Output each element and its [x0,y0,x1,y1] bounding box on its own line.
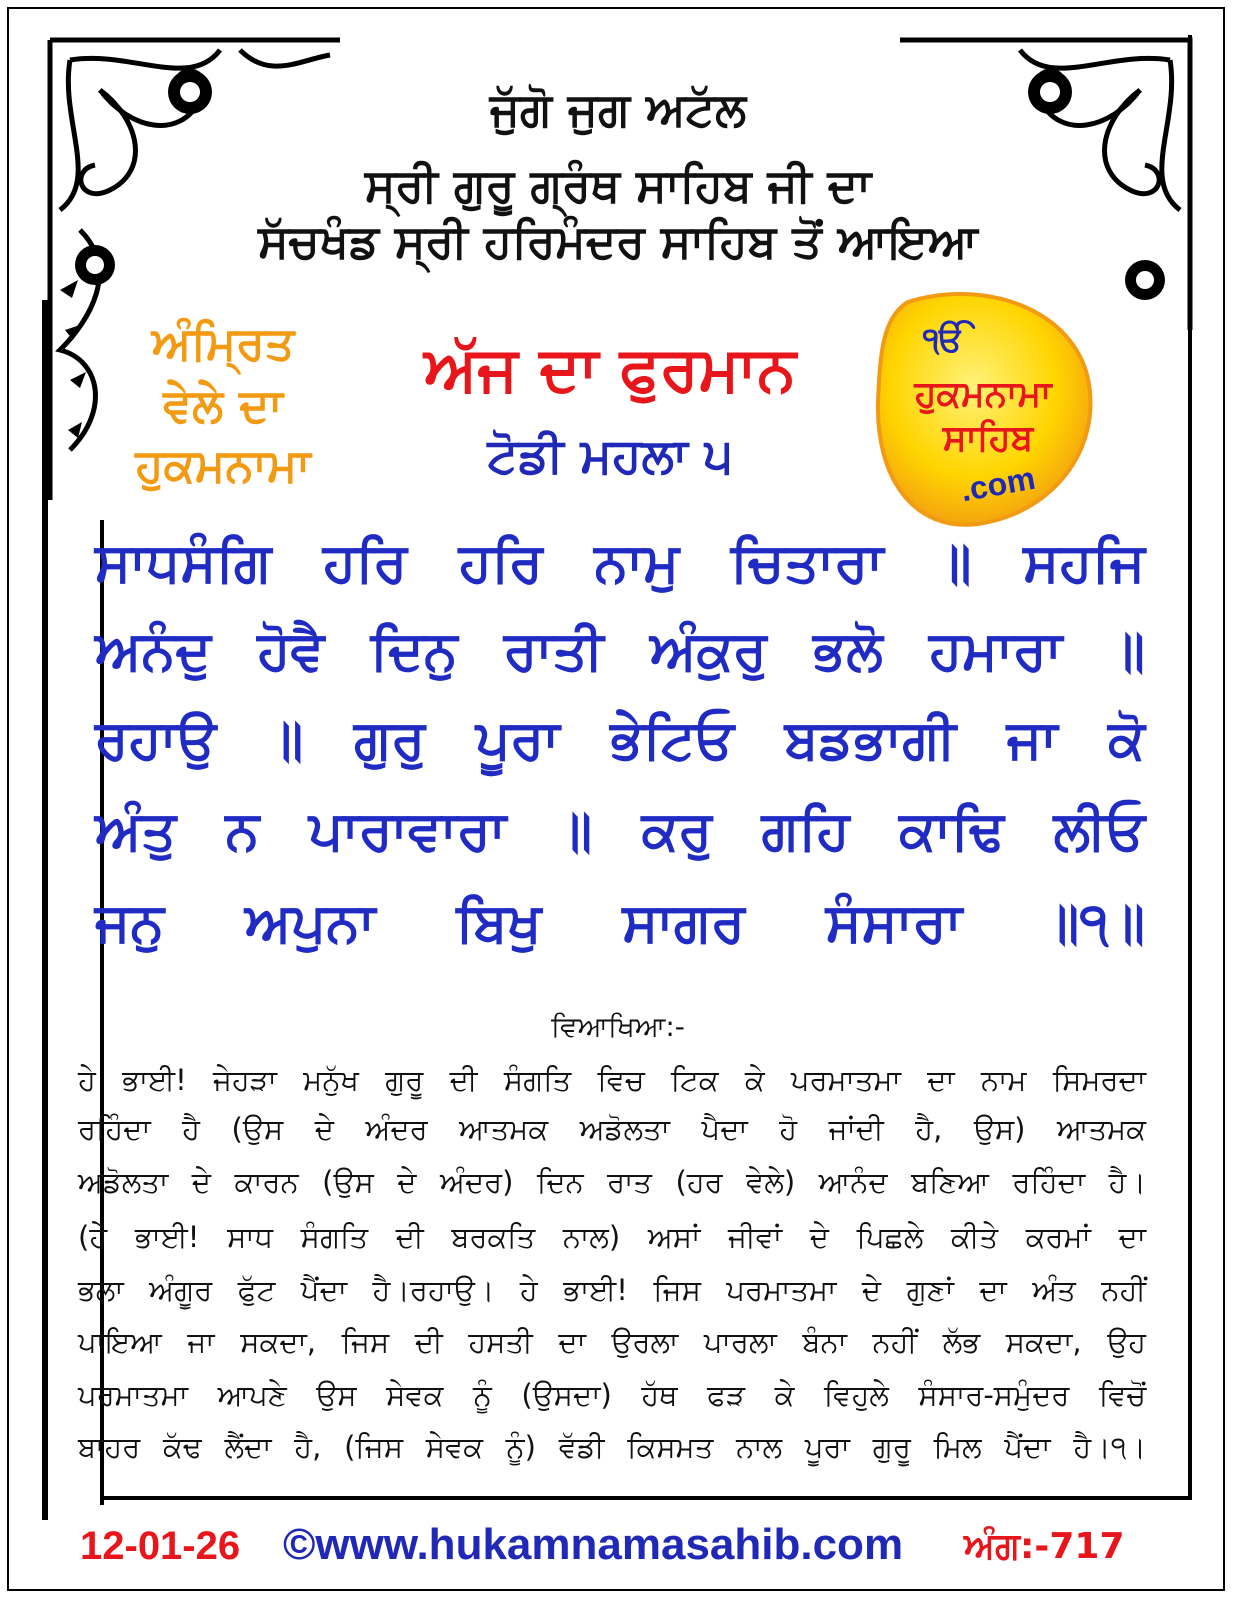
raag-heading: ਟੋਡੀ ਮਹਲਾ ੫ [487,428,733,484]
amrit-line-2: ਵੇਲੇ ਦਾ [163,378,283,432]
vyakhya-line: ਹੇ ਭਾਈ! ਜੇਹੜਾ ਮਨੁੱਖ ਗੁਰੂ ਦੀ ਸੰਗਤਿ ਵਿਚ ਟਿਕ ਕੇ ਪਰਮਾਤਮਾ ਦਾ ਨਾਮ ਸਿਮਰਦਾ [78,1063,1146,1097]
vyakhya-line: ਪਰਮਾਤਮਾ ਆਪਣੇ ਉਸ ਸੇਵਕ ਨੂੰ (ਉਸਦਾ) ਹੱਥ ਫੜ ਕੇ ਵਿਹੁਲੇ ਸੰਸਾਰ-ਸਮੁੰਦਰ ਵਿਚੋਂ [78,1378,1146,1412]
shabad-line: ਅੰਤੁ ਨ ਪਾਰਾਵਾਰਾ ॥ ਕਰੁ ਗਹਿ ਕਾਢਿ ਲੀਓ [95,799,1145,862]
shabad-line: ਸਾਧਸੰਗਿ ਹਰਿ ਹਰਿ ਨਾਮੁ ਚਿਤਾਰਾ ॥ ਸਹਜਿ [95,531,1145,594]
shabad-line: ਅਨੰਦੁ ਹੋਵੈ ਦਿਨੁ ਰਾਤੀ ਅੰਕੁਰੁ ਭਲੋ ਹਮਾਰਾ ॥ [95,619,1145,682]
amrit-line-1: ਅੰਮ੍ਰਿਤ [151,316,295,370]
header-line-2: ਸ੍ਰੀ ਗੁਰੂ ਗ੍ਰੰਥ ਸਾਹਿਬ ਜੀ ਦਾ [364,158,872,212]
vyakhya-line: ਅਡੋਲਤਾ ਦੇ ਕਾਰਨ (ਉਸ ਦੇ ਅੰਦਰ) ਦਿਨ ਰਾਤ (ਹਰ ਵੇਲੇ) ਆਨੰਦ ਬਣਿਆ ਰਹਿੰਦਾ ਹੈ। [78,1165,1146,1199]
logo-text-3: .com [958,459,1038,509]
logo-text-2: ਸਾਹਿਬ [942,418,1034,459]
footer-ang: ਅੰਗ:-717 [964,1526,1125,1567]
page-title: ਅੱਜ ਦਾ ਫੁਰਮਾਨ [424,332,796,405]
logo-text-1: ਹੁਕਮਨਾਮਾ [914,374,1052,415]
vyakhya-line: ਰਹਿੰਦਾ ਹੈ (ਉਸ ਦੇ ਅੰਦਰ ਆਤਮਕ ਅਡੋਲਤਾ ਪੈਦਾ ਹੋ ਜਾਂਦੀ ਹੈ, ਉਸ) ਆਤਮਕ [78,1112,1146,1146]
vyakhya-line: (ਹੇ ਭਾਈ! ਸਾਧ ਸੰਗਤਿ ਦੀ ਬਰਕਤਿ ਨਾਲ) ਅਸਾਂ ਜੀਵਾਂ ਦੇ ਪਿਛਲੇ ਕੀਤੇ ਕਰਮਾਂ ਦਾ [78,1220,1146,1254]
hukamnama-sahib-logo [868,282,1098,532]
vyakhya-line: ਬਾਹਰ ਕੱਢ ਲੈਂਦਾ ਹੈ, (ਜਿਸ ਸੇਵਕ ਨੂੰ) ਵੱਡੀ ਕਿਸਮਤ ਨਾਲ ਪੂਰਾ ਗੁਰੂ ਮਿਲ ਪੈਂਦਾ ਹੈ।੧। [78,1430,1146,1464]
footer-date: 12-01-26 [80,1524,241,1568]
vyakhya-line: ਪਾਇਆ ਜਾ ਸਕਦਾ, ਜਿਸ ਦੀ ਹਸਤੀ ਦਾ ਉਰਲਾ ਪਾਰਲਾ ਬੰਨਾ ਨਹੀਂ ਲੱਭ ਸਕਦਾ, ਉਹ [78,1325,1146,1359]
header-line-3: ਸੱਚਖੰਡ ਸ੍ਰੀ ਹਰਿਮੰਦਰ ਸਾਹਿਬ ਤੋਂ ਆਇਆ [258,214,978,268]
header-line-1: ਜੁੱਗੋ ਜੁਗ ਅਟੱਲ [489,82,747,136]
amrit-line-3: ਹੁਕਮਨਾਮਾ [135,438,311,492]
shabad-line: ਜਨੁ ਅਪੁਨਾ ਬਿਖੁ ਸਾਗਰ ਸੰਸਾਰਾ ॥੧॥ [95,891,1145,954]
vyakhya-line: ਭਲਾ ਅੰਗੂਰ ਫੁੱਟ ਪੈਂਦਾ ਹੈ।ਰਹਾਉ। ਹੇ ਭਾਈ! ਜਿਸ ਪਰਮਾਤਮਾ ਦੇ ਗੁਣਾਂ ਦਾ ਅੰਤ ਨਹੀਂ [78,1273,1146,1307]
ik-onkar-icon: ੴ [923,320,965,360]
shabad-line: ਰਹਾਉ ॥ ਗੁਰੁ ਪੂਰਾ ਭੇਟਿਓ ਬਡਭਾਗੀ ਜਾ ਕੋ [95,708,1145,771]
vyakhya-label: ਵਿਆਖਿਆ:- [551,1010,685,1043]
footer-website-link[interactable]: ©www.hukamnamasahib.com [283,1520,904,1569]
